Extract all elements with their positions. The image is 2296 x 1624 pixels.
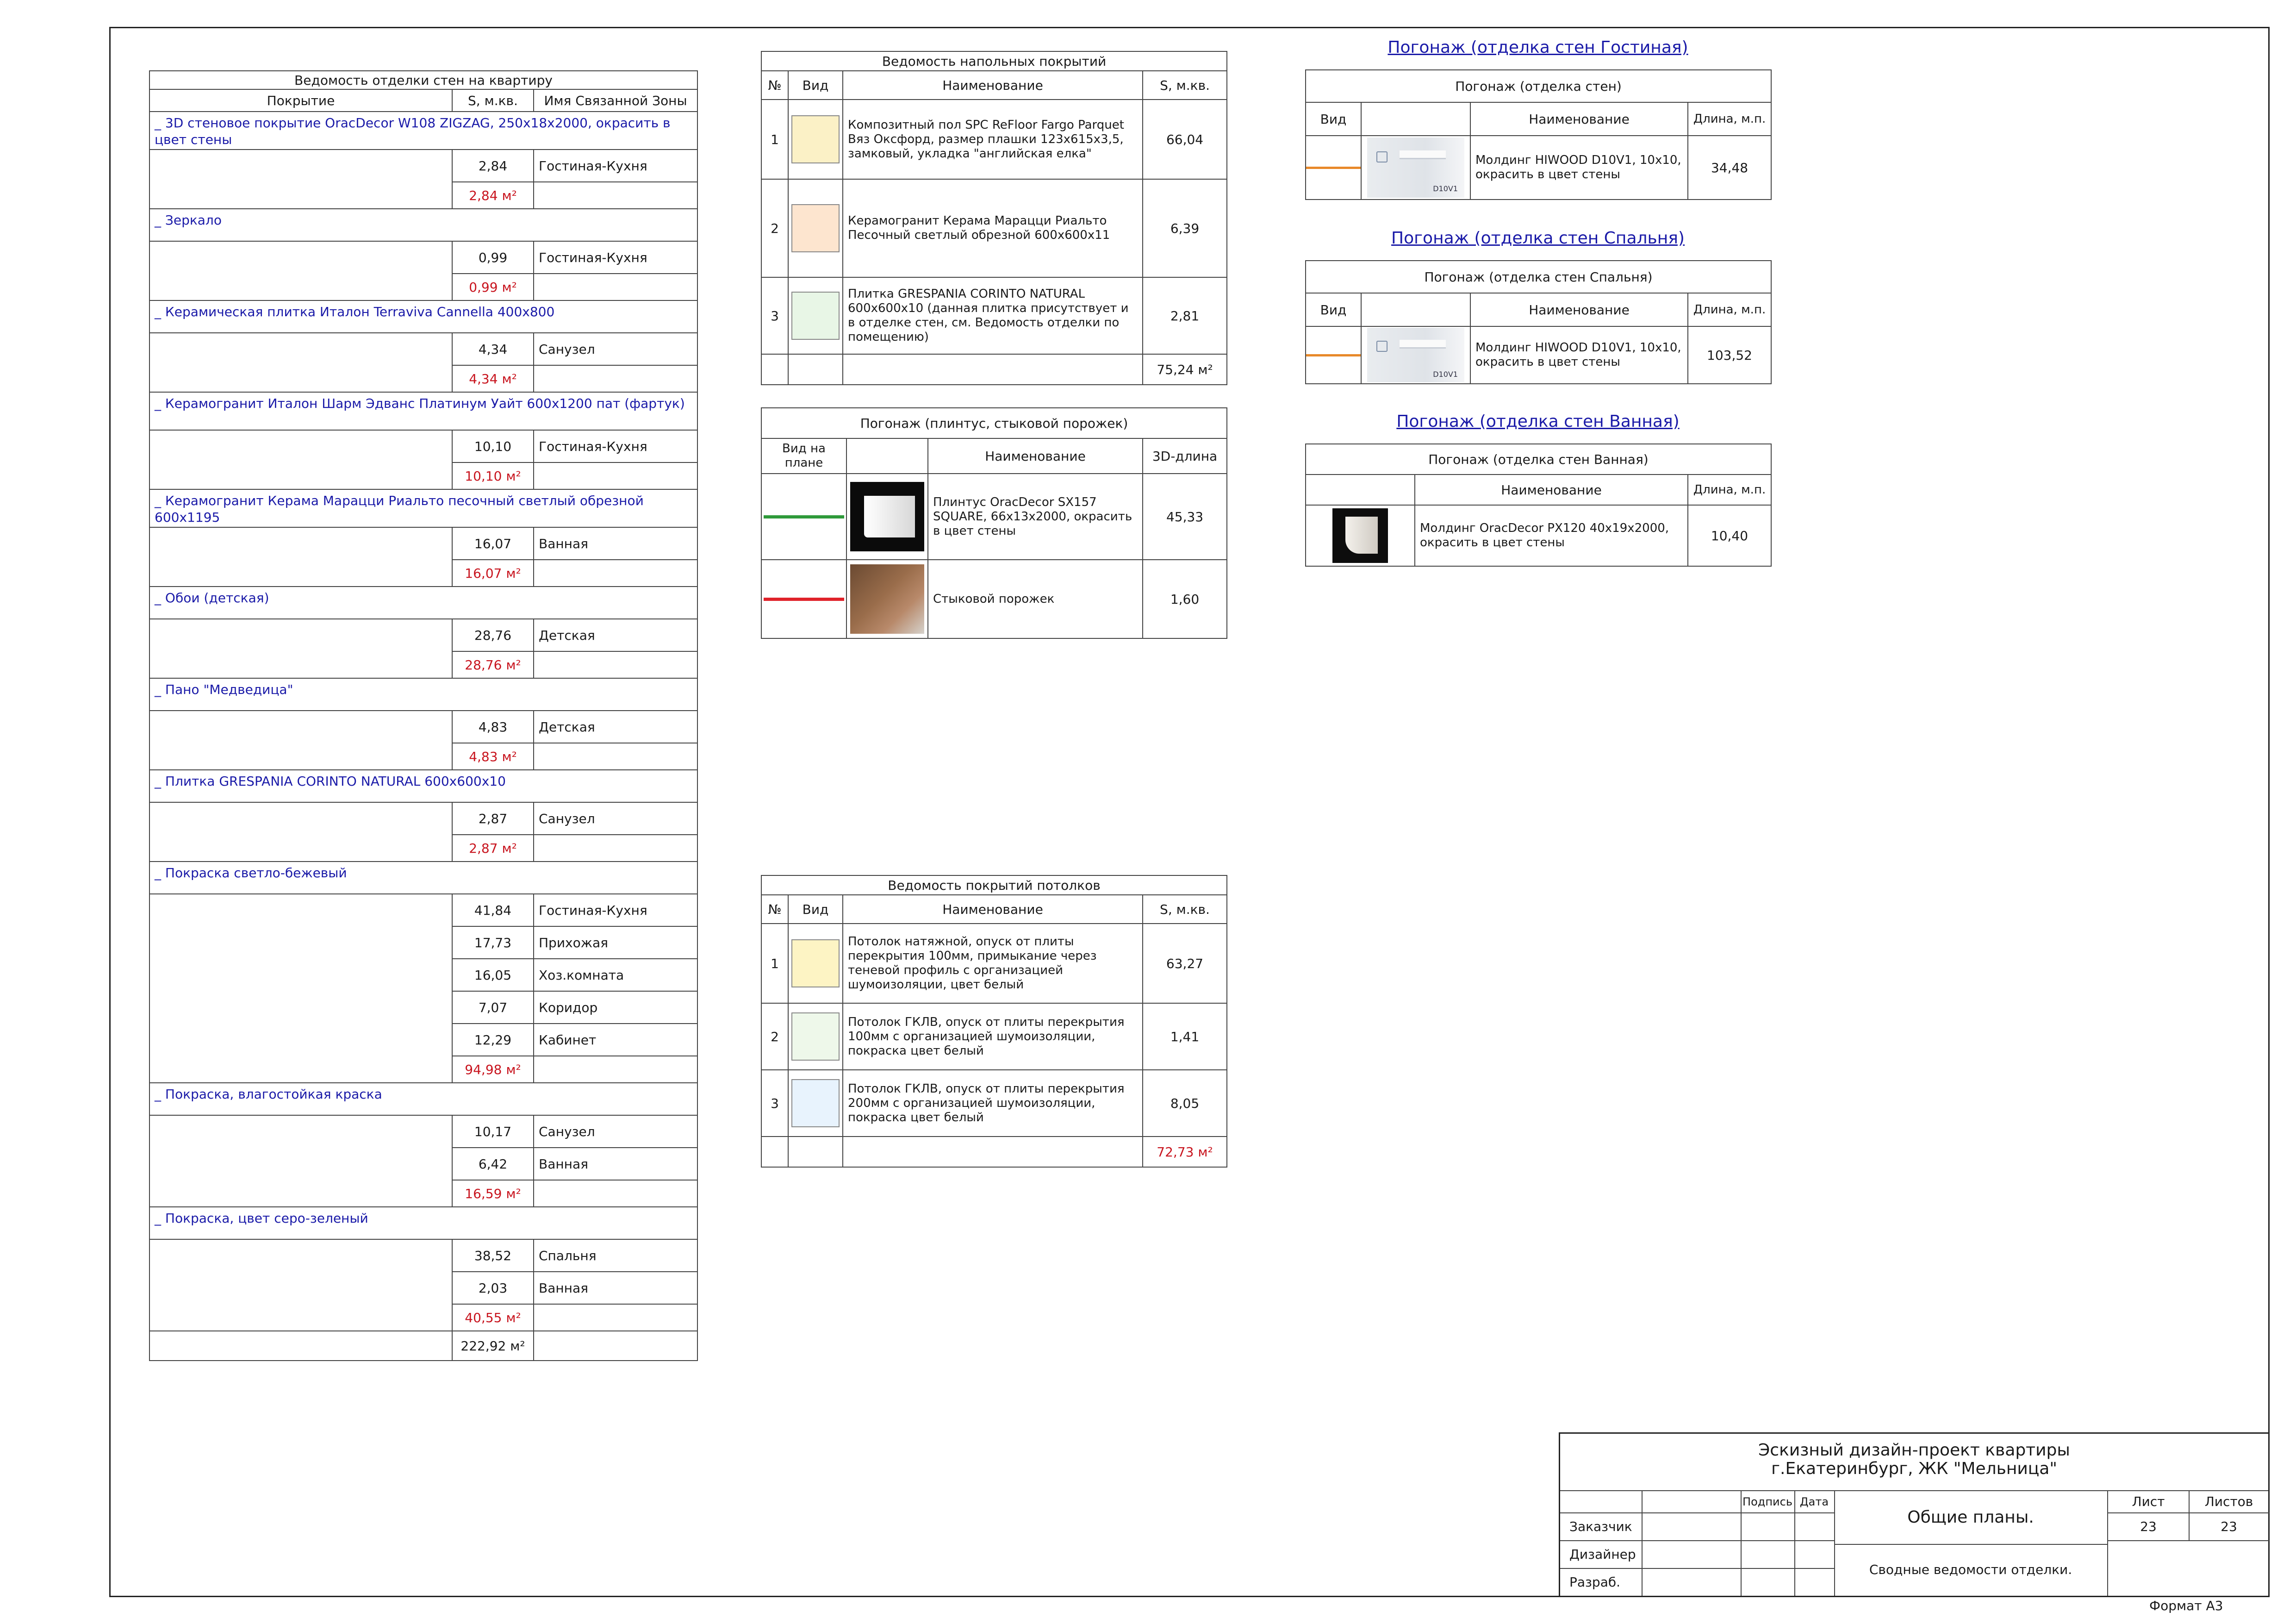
blank-cell [149,802,452,862]
col-header: Наименование [843,71,1143,100]
table-row [149,333,697,365]
covering-group-name: _ Покраска, цвет серо-зеленый [149,1207,697,1239]
title-block [1559,1432,2268,1596]
moulding-length: 45,33 [1143,474,1227,560]
material-name: Потолок натяжной, опуск от плиты перекрытия 100мм, примыкание через теневой профиль с организацией шумоизоляции, цвет белый [843,924,1143,1003]
table-row [149,241,697,274]
group-total: 16,59 м² [452,1180,534,1207]
covering-group-name: _ Керамогранит Италон Шарм Эдванс Платинум Уайт 600х1200 пат (фартук) [149,392,697,430]
col-length: Длина, м.п. [1688,475,1771,505]
col-area: S, м.кв. [452,89,534,112]
covering-group-name: _ Покраска, влагостойкая краска [149,1083,697,1115]
col-header: № [761,895,788,924]
table-row [761,924,1227,1003]
table-row [761,179,1227,277]
zone-name: Прихожая [534,926,697,959]
section-title: Общие планы. [1834,1491,2107,1545]
area-value: 38,52 [452,1239,534,1272]
col-name: Наименование [928,438,1143,474]
area-value: 2,84 [452,150,534,182]
moulding-name: Стыковой порожек [928,560,1143,638]
area-value: 1,41 [1143,1003,1227,1070]
bedroom-moulding-name: Молдинг HIWOOD D10V1, 10х10, окрасить в цвет стены [1470,326,1688,384]
area-value: 7,07 [452,991,534,1024]
role-designer: Дизайнер [1569,1547,1636,1562]
group-total: 0,99 м² [452,274,534,300]
col-name: Наименование [1470,293,1688,326]
area-value: 63,27 [1143,924,1227,1003]
project-location: г.Екатеринбург, ЖК "Мельница" [1771,1459,2057,1478]
swatch-cell [788,277,843,354]
row-number: 1 [761,924,788,1003]
zone-name: Коридор [534,991,697,1024]
living-mouldings-heading[interactable]: Погонаж (отделка стен Гостиная) [1388,38,1688,57]
sheets-label: Листов [2204,1494,2253,1509]
living-mouldings-table [1305,69,1772,200]
material-swatch [791,204,840,252]
area-value: 0,99 [452,241,534,274]
plan-line-sample [1306,354,1361,356]
swatch-cell [788,100,843,179]
col-header: Вид [788,895,843,924]
col-length: Длина, м.п. [1688,102,1771,136]
area-value: 10,10 [452,430,534,462]
bedroom-mouldings-heading[interactable]: Погонаж (отделка стен Спальня) [1391,229,1685,248]
group-total: 2,84 м² [452,182,534,209]
blank-cell [149,333,452,392]
covering-group-name: _ Плитка GRESPANIA CORINTO NATURAL 600х600х10 [149,770,697,802]
zone-name: Гостиная-Кухня [534,430,697,462]
living-moulding-name: Молдинг HIWOOD D10V1, 10х10, окрасить в цвет стены [1470,136,1688,200]
area-value: 6,42 [452,1148,534,1180]
table-row [761,1070,1227,1137]
row-number: 3 [761,277,788,354]
living-caption: Погонаж (отделка стен) [1306,70,1771,102]
col-name: Наименование [1470,102,1688,136]
area-value: 41,84 [452,894,534,926]
area-value: 17,73 [452,926,534,959]
table-row [149,894,697,926]
blank-cell [149,430,452,489]
zone-name: Гостиная-Кухня [534,894,697,926]
bath-moulding-length: 10,40 [1688,505,1771,566]
zone-name: Ванная [534,527,697,560]
col-plan-view: Вид на плане [761,438,846,474]
sheet-label: Лист [2132,1494,2165,1509]
col-3d-length: 3D-длина [1143,438,1227,474]
table-row [761,1003,1227,1070]
sheet-description: Сводные ведомости отделки. [1869,1562,2072,1577]
area-value: 10,17 [452,1115,534,1148]
table-row [761,277,1227,354]
col-header: S, м.кв. [1143,895,1227,924]
area-value: 2,81 [1143,277,1227,354]
blank-cell [149,1239,452,1331]
moulding-photo [1367,137,1464,198]
col-view: Вид [1306,293,1361,326]
material-swatch [791,115,840,163]
paper-format: Формат А3 [2149,1598,2223,1613]
bath-caption: Погонаж (отделка стен Ванная) [1306,444,1771,475]
table-row [149,430,697,462]
plan-line-sample [764,598,844,601]
table-row [149,619,697,651]
table-row [761,474,1227,560]
area-value: 4,83 [452,711,534,743]
swatch-cell [788,1003,843,1070]
material-swatch [791,1012,840,1061]
blank-cell [149,150,452,209]
blank-cell [149,619,452,678]
col-name: Наименование [1415,475,1688,505]
sign-label: Подпись [1742,1495,1792,1508]
table-row [149,1239,697,1272]
row-number: 2 [761,179,788,277]
walls-finish-table [149,70,698,1361]
bedroom-moulding-length: 103,52 [1688,326,1771,384]
material-swatch [791,292,840,340]
group-total: 10,10 м² [452,462,534,489]
covering-group-name: _ Керамогранит Керама Марацци Риальто песочный светлый обрезной 600х1195 [149,489,697,527]
plan-line-sample [764,515,844,518]
area-value: 2,87 [452,802,534,835]
zone-name: Ванная [534,1272,697,1304]
group-total: 40,55 м² [452,1304,534,1331]
blank-cell [149,527,452,587]
plan-line-sample [1306,167,1361,169]
moulding-photo [1367,328,1464,382]
table-row [761,560,1227,638]
col-header: S, м.кв. [1143,71,1227,100]
material-name: Потолок ГКЛВ, опуск от плиты перекрытия 100мм с организацией шумоизоляции, покраска цвет белый [843,1003,1143,1070]
moulding-photo [1332,508,1388,563]
material-name: Композитный пол SPC ReFloor Fargo Parquet Вяз Оксфорд, размер плашки 123х615х3,5, замковый, укладка "английская елка" [843,100,1143,179]
area-value: 16,07 [452,527,534,560]
covering-group-name: _ Зеркало [149,209,697,241]
role-developer: Разраб. [1569,1574,1621,1590]
group-total: 28,76 м² [452,651,534,678]
material-name: Плитка GRESPANIA CORINTO NATURAL 600х600х10 (данная плитка присутствует и в отделке стен, см. Ведомость отделки по помещению) [843,277,1143,354]
blank-cell [149,241,452,300]
area-value: 28,76 [452,619,534,651]
row-number: 1 [761,100,788,179]
area-value: 8,05 [1143,1070,1227,1137]
group-total: 16,07 м² [452,560,534,587]
col-zone: Имя Связанной Зоны [534,89,697,112]
col-view: Вид [1306,102,1361,136]
zone-name: Кабинет [534,1024,697,1056]
blank-cell [149,894,452,1083]
col-header: № [761,71,788,100]
date-label: Дата [1799,1495,1829,1508]
project-title: Эскизный дизайн-проект квартиры [1758,1441,2070,1460]
swatch-cell [788,179,843,277]
photo-label: D10V1 [1433,184,1458,193]
sheet-number: 23 [2140,1519,2157,1534]
material-name: Потолок ГКЛВ, опуск от плиты перекрытия 200мм с организацией шумоизоляции, покраска цвет белый [843,1070,1143,1137]
swatch-cell [788,1070,843,1137]
mouldings-table [761,407,1227,639]
area-value: 16,05 [452,959,534,991]
blank-cell [149,711,452,770]
zone-name: Гостиная-Кухня [534,241,697,274]
table-title: Ведомость покрытий потолков [761,875,1227,895]
sheet-count: 23 [2221,1519,2237,1534]
area-value: 2,03 [452,1272,534,1304]
zone-name: Санузел [534,1115,697,1148]
bath-mouldings-table [1305,443,1772,567]
group-total: 4,34 м² [452,365,534,392]
covering-group-name: _ Керамическая плитка Италон Terraviva Cannella 400х800 [149,300,697,333]
moulding-length: 1,60 [1143,560,1227,638]
covering-group-name: _ Обои (детская) [149,587,697,619]
table-title: Ведомость напольных покрытий [761,51,1227,71]
covering-group-name: _ Пано "Медведица" [149,678,697,711]
zone-name: Детская [534,619,697,651]
col-header: Наименование [843,895,1143,924]
zone-name: Хоз.комната [534,959,697,991]
ceiling-coverings-table [761,875,1227,1168]
row-number: 2 [761,1003,788,1070]
threshold-photo [850,564,924,634]
table-total: 75,24 м² [1143,354,1227,385]
group-total: 2,87 м² [452,835,534,862]
zone-name: Спальня [534,1239,697,1272]
blank-cell [149,1115,452,1207]
covering-group-name: _ Покраска светло-бежевый [149,862,697,894]
area-value: 66,04 [1143,100,1227,179]
zone-name: Санузел [534,333,697,365]
area-value: 12,29 [452,1024,534,1056]
table-row [761,100,1227,179]
covering-group-name: _ 3D стеновое покрытие OracDecor W108 ZIGZAG, 250х18х2000, окрасить в цвет стены [149,112,697,150]
zone-name: Детская [534,711,697,743]
table-title: Ведомость отделки стен на квартиру [149,71,697,89]
material-swatch [791,1079,840,1127]
living-moulding-length: 34,48 [1688,136,1771,200]
table-row [149,802,697,835]
material-name: Керамогранит Керама Марацци Риальто Песочный светлый обрезной 600х600х11 [843,179,1143,277]
material-swatch [791,939,840,987]
table-total: 72,73 м² [1143,1137,1227,1167]
photo-label: D10V1 [1433,370,1458,379]
col-covering: Покрытие [149,89,452,112]
table-title: Погонаж (плинтус, стыковой порожек) [761,408,1227,438]
row-number: 3 [761,1070,788,1137]
area-value: 6,39 [1143,179,1227,277]
group-total: 94,98 м² [452,1056,534,1083]
moulding-name: Плинтус OracDecor SX157 SQUARE, 66х13х2000, окрасить в цвет стены [928,474,1143,560]
table-row [149,711,697,743]
zone-name: Гостиная-Кухня [534,150,697,182]
col-length: Длина, м.п. [1688,293,1771,326]
grand-total: 222,92 м² [452,1331,534,1361]
table-row [149,150,697,182]
table-row [149,1115,697,1148]
floor-coverings-table [761,51,1227,385]
bedroom-caption: Погонаж (отделка стен Спальня) [1306,261,1771,293]
table-row [149,527,697,560]
bath-mouldings-heading[interactable]: Погонаж (отделка стен Ванная) [1396,412,1680,431]
skirting-photo [850,482,924,551]
col-header: Вид [788,71,843,100]
zone-name: Санузел [534,802,697,835]
bath-moulding-name: Молдинг OracDecor PX120 40х19х2000, окрасить в цвет стены [1415,505,1688,566]
role-customer: Заказчик [1569,1519,1632,1534]
swatch-cell [788,924,843,1003]
area-value: 4,34 [452,333,534,365]
group-total: 4,83 м² [452,743,534,770]
zone-name: Ванная [534,1148,697,1180]
bedroom-mouldings-table [1305,260,1772,384]
